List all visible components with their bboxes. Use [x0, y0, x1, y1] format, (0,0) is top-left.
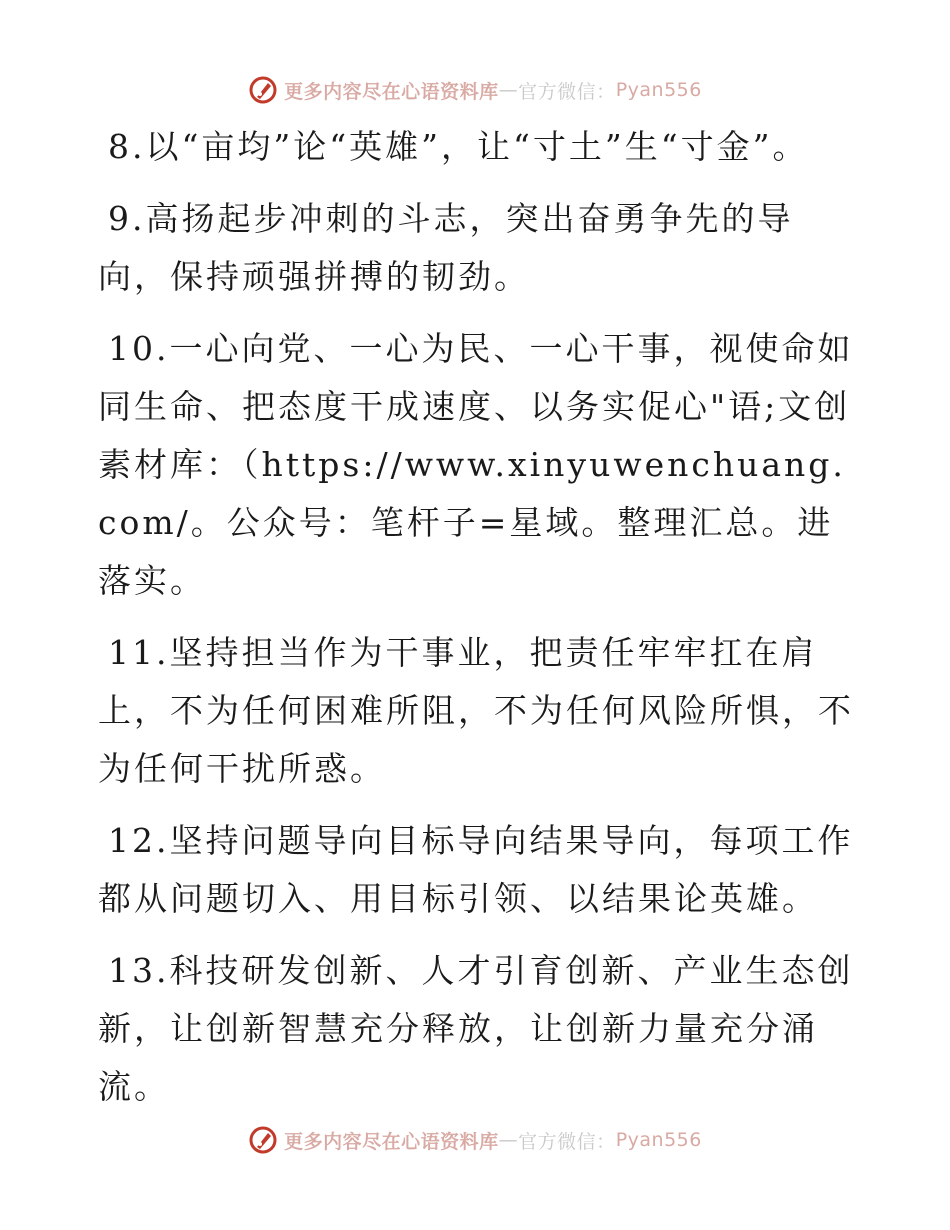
paragraph-12: 12.坚持问题导向目标导向结果导向，每项工作都从问题切入、用目标引领、以结果论英雄。	[98, 821, 854, 918]
paragraph-13: 13.科技研发创新、人才引育创新、产业生态创新，让创新智慧充分释放，让创新力量充分涌流。	[98, 951, 854, 1106]
footer-watermark	[0, 1122, 950, 1158]
header-watermark	[0, 72, 950, 108]
paragraph-9: 9.高扬起步冲刺的斗志，突出奋勇争先的导向，保持顽强拼搏的韧劲。	[98, 199, 794, 296]
paragraph-10: 10.一心向党、一心为民、一心干事，视使命如同生命、把态度干成速度、以务实促心"语;文创素材库：（https://www.xinyuwenchuang.com/。公众号：笔杆子=星域。整理汇总。进落实。	[98, 329, 854, 600]
document-body	[98, 118, 854, 1130]
watermark-wechat-id: Pyan556	[615, 1129, 702, 1151]
pen-seal-icon	[248, 1125, 278, 1155]
watermark-sub-text: 官方微信：	[518, 80, 616, 103]
watermark-main-text: 更多内容尽在心语资料库	[284, 1130, 499, 1153]
watermark-wechat-id: Pyan556	[615, 79, 702, 101]
watermark-dash: —	[498, 1129, 519, 1151]
pen-seal-icon	[248, 75, 278, 105]
paragraph-11: 11.坚持担当作为干事业，把责任牢牢扛在肩上，不为任何困难所阻，不为任何风险所惧，不为任何干扰所惑。	[98, 633, 854, 788]
watermark-dash: —	[498, 79, 519, 101]
watermark-main-text: 更多内容尽在心语资料库	[284, 80, 499, 103]
paragraph-8: 8.以“亩均”论“英雄”，让“寸土”生“寸金”。	[108, 127, 809, 166]
watermark-sub-text: 官方微信：	[518, 1130, 616, 1153]
